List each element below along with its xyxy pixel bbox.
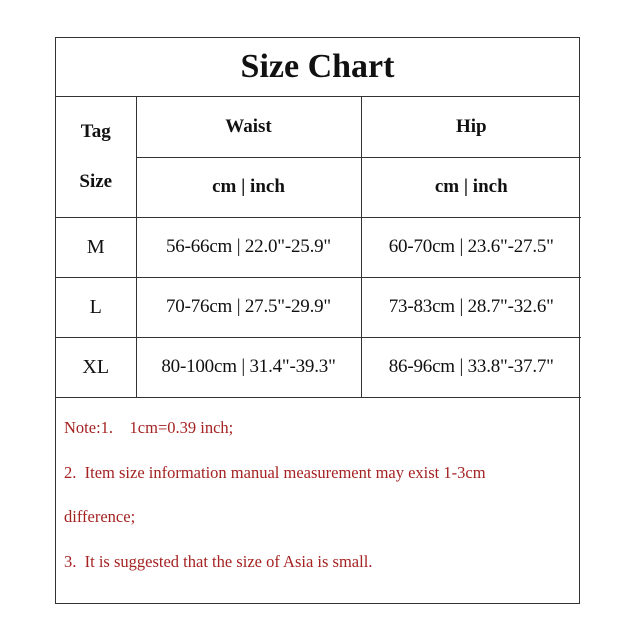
note-line-2: 2. Item size information manual measurement may exist 1-3cm [64,463,486,482]
waist-cell: 56-66cm | 22.0"-25.9" [136,217,361,277]
waist-cell: 70-76cm | 27.5"-29.9" [136,277,361,337]
table-row [56,217,581,277]
hip-cell: 60-70cm | 23.6"-27.5" [361,217,581,277]
size-chart [55,37,580,604]
hip-units-header: cm | inch [361,157,581,217]
hip-header: Hip [361,97,581,157]
waist-units-header: cm | inch [136,157,361,217]
size-cell: M [56,217,136,277]
tag-size-label-line1: Tag [80,120,111,142]
hip-cell: 73-83cm | 28.7"-32.6" [361,277,581,337]
waist-header: Waist [136,97,361,157]
waist-cell: 80-100cm | 31.4"-39.3" [136,337,361,397]
table-row [56,337,581,397]
note-line-3: difference; [64,507,136,526]
size-cell: XL [56,337,136,397]
size-table [56,97,581,398]
table-row [56,277,581,337]
notes-section [56,395,579,603]
chart-title: Size Chart [56,38,579,97]
tag-size-header [56,97,136,217]
hip-cell: 86-96cm | 33.8"-37.7" [361,337,581,397]
note-line-4: 3. It is suggested that the size of Asia is small. [64,552,373,571]
tag-size-label-line2: Size [79,170,113,192]
note-line-1: Note:1. 1cm=0.39 inch; [64,418,234,437]
header-row [56,97,581,157]
size-cell: L [56,277,136,337]
